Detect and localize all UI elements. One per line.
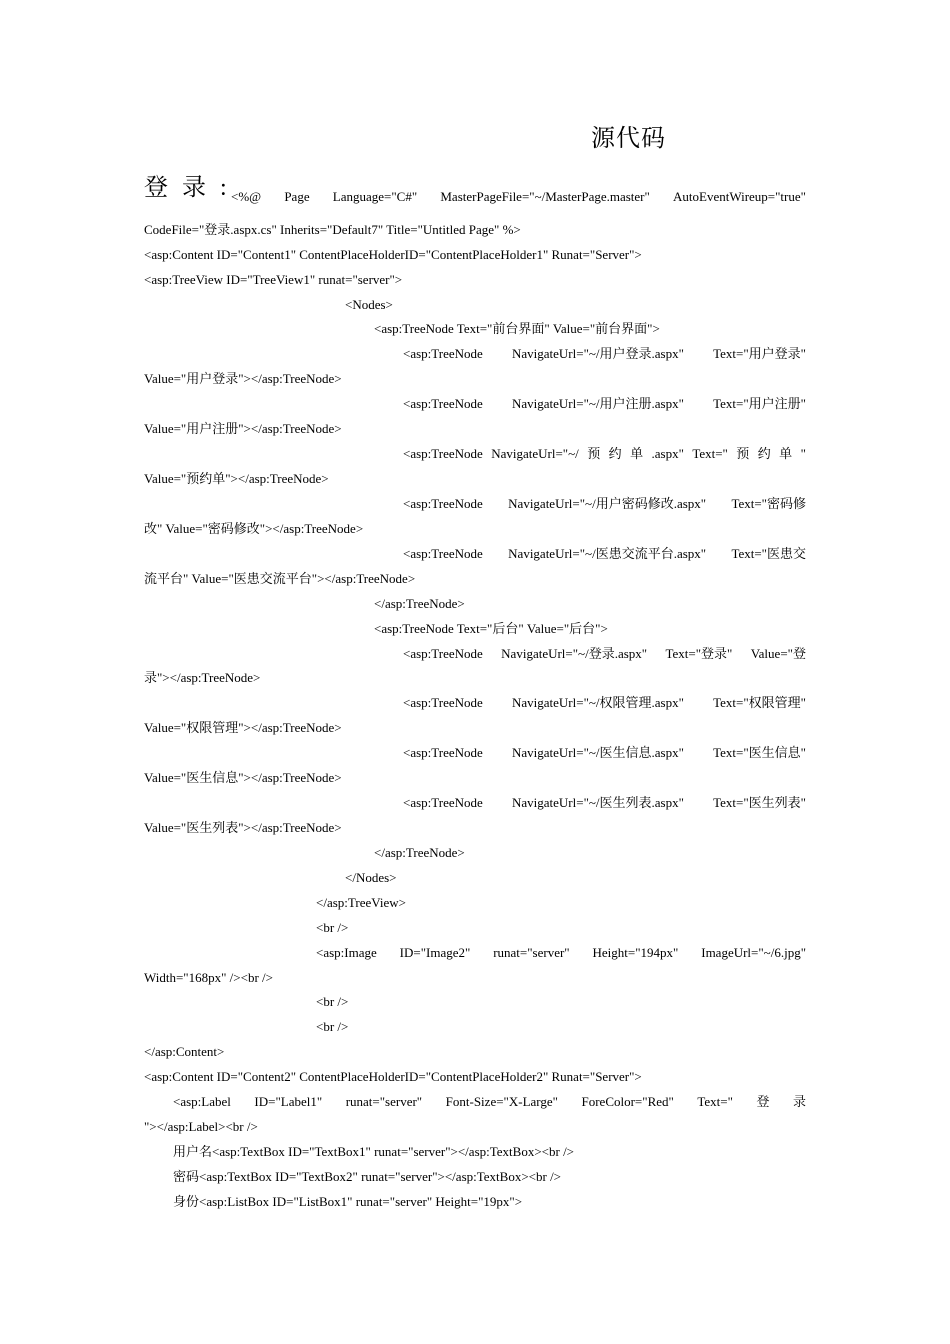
code-line bbox=[173, 1094, 806, 1110]
code-line: <br /> bbox=[316, 1019, 349, 1034]
code-token: NavigateUrl="~/ bbox=[491, 446, 579, 461]
code-token: <asp:TreeNode bbox=[403, 646, 483, 661]
code-token: Text="用户注册" bbox=[713, 396, 806, 411]
code-token: NavigateUrl="~/登录.aspx" bbox=[501, 646, 648, 661]
code-token: <asp:TreeNode bbox=[403, 546, 483, 561]
code-line bbox=[403, 546, 806, 562]
code-token: NavigateUrl="~/用户登录.aspx" bbox=[512, 346, 684, 361]
code-line: <asp:TreeNode Text="后台" Value="后台"> bbox=[374, 621, 608, 636]
code-line: Value="用户登录"></asp:TreeNode> bbox=[144, 371, 342, 386]
code-line: <Nodes> bbox=[345, 297, 393, 312]
code-line: 用户名<asp:TextBox ID="TextBox1" runat="server"></asp:TextBox><br /> bbox=[173, 1144, 575, 1159]
code-token: 约 bbox=[757, 446, 771, 461]
code-line: </asp:TreeNode> bbox=[374, 596, 465, 611]
code-token: 登 bbox=[756, 1094, 770, 1109]
code-token: Text="医患交 bbox=[731, 546, 806, 561]
code-token: 单 bbox=[630, 446, 644, 461]
code-token: ForeColor="Red" bbox=[581, 1094, 674, 1109]
code-token: Text="医生列表" bbox=[713, 795, 806, 810]
code-line: 密码<asp:TextBox ID="TextBox2" runat="server"></asp:TextBox><br /> bbox=[173, 1169, 562, 1184]
code-line: <br /> bbox=[316, 994, 349, 1009]
code-line: Width="168px" /><br /> bbox=[144, 970, 273, 985]
code-token: <%@ bbox=[231, 189, 262, 204]
code-line: 改" Value="密码修改"></asp:TreeNode> bbox=[144, 521, 364, 536]
code-token: NavigateUrl="~/用户注册.aspx" bbox=[512, 396, 684, 411]
code-line: "></asp:Label><br /> bbox=[144, 1119, 258, 1134]
code-line: <asp:TreeView ID="TreeView1" runat="server"> bbox=[144, 272, 403, 287]
code-token: 约 bbox=[608, 446, 622, 461]
code-line: Value="预约单"></asp:TreeNode> bbox=[144, 471, 329, 486]
code-token: Text="登录" bbox=[665, 646, 733, 661]
code-line: </Nodes> bbox=[345, 870, 397, 885]
code-token: NavigateUrl="~/权限管理.aspx" bbox=[512, 695, 684, 710]
code-token: <asp:TreeNode bbox=[403, 396, 483, 411]
section-heading: 登 录 : bbox=[144, 175, 231, 201]
code-token: <asp:TreeNode bbox=[403, 346, 483, 361]
code-line bbox=[403, 446, 806, 462]
code-token: <asp:TreeNode bbox=[403, 695, 483, 710]
code-token: ImageUrl="~/6.jpg" bbox=[701, 945, 806, 960]
code-line bbox=[316, 945, 806, 961]
code-line: Value="权限管理"></asp:TreeNode> bbox=[144, 720, 342, 735]
code-token: 预 bbox=[587, 446, 601, 461]
code-line: 流平台" Value="医患交流平台"></asp:TreeNode> bbox=[144, 571, 416, 586]
code-token: Text="权限管理" bbox=[713, 695, 806, 710]
code-line bbox=[403, 496, 806, 512]
code-line bbox=[403, 695, 806, 711]
code-token: <asp:TreeNode bbox=[403, 446, 483, 461]
code-line: </asp:TreeNode> bbox=[374, 845, 465, 860]
code-line: Value="医生信息"></asp:TreeNode> bbox=[144, 770, 342, 785]
code-token: 录 bbox=[792, 1094, 806, 1109]
code-line bbox=[403, 396, 806, 412]
code-line: <asp:Content ID="Content2" ContentPlaceHolderID="ContentPlaceHolder2" Runat="Server"> bbox=[144, 1069, 642, 1084]
code-token: ID="Image2" bbox=[399, 945, 471, 960]
code-line bbox=[403, 346, 806, 362]
code-token: " bbox=[800, 446, 806, 461]
code-line bbox=[403, 646, 806, 662]
code-line: <br /> bbox=[316, 920, 349, 935]
page-title: 源代码 bbox=[591, 126, 666, 152]
code-token: Text="医生信息" bbox=[713, 745, 806, 760]
code-token: Page bbox=[284, 189, 310, 204]
code-token: <asp:TreeNode bbox=[403, 795, 483, 810]
code-line: </asp:TreeView> bbox=[316, 895, 406, 910]
code-line: </asp:Content> bbox=[144, 1044, 225, 1059]
code-token: ID="Label1" bbox=[254, 1094, 323, 1109]
code-token: <asp:TreeNode bbox=[403, 496, 483, 511]
code-token: <asp:TreeNode bbox=[403, 745, 483, 760]
code-token: Text=" bbox=[697, 1094, 733, 1109]
code-line: <asp:Content ID="Content1" ContentPlaceHolderID="ContentPlaceHolder1" Runat="Server"> bbox=[144, 247, 642, 262]
code-line: 身份<asp:ListBox ID="ListBox1" runat="server" Height="19px"> bbox=[173, 1194, 523, 1209]
code-token: <asp:Image bbox=[316, 945, 377, 960]
code-line: CodeFile="登录.aspx.cs" Inherits="Default7" Title="Untitled Page" %> bbox=[144, 222, 521, 237]
code-line bbox=[403, 795, 806, 811]
code-line bbox=[231, 189, 806, 205]
code-token: Text="密码修 bbox=[731, 496, 806, 511]
code-token: NavigateUrl="~/医生信息.aspx" bbox=[512, 745, 684, 760]
code-token: .aspx" bbox=[651, 446, 684, 461]
code-token: runat="server" bbox=[345, 1094, 423, 1109]
code-token: NavigateUrl="~/用户密码修改.aspx" bbox=[508, 496, 707, 511]
code-token: Value="登 bbox=[750, 646, 806, 661]
code-token: 单 bbox=[779, 446, 793, 461]
code-line bbox=[403, 745, 806, 761]
code-token: AutoEventWireup="true" bbox=[673, 189, 806, 204]
code-token: Height="194px" bbox=[592, 945, 679, 960]
code-token: Text=" bbox=[692, 446, 728, 461]
code-token: Text="用户登录" bbox=[713, 346, 806, 361]
code-token: runat="server" bbox=[493, 945, 570, 960]
code-token: <asp:Label bbox=[173, 1094, 231, 1109]
code-token: Language="C#" bbox=[332, 189, 418, 204]
code-token: NavigateUrl="~/医患交流平台.aspx" bbox=[508, 546, 707, 561]
code-line: Value="医生列表"></asp:TreeNode> bbox=[144, 820, 342, 835]
code-token: 预 bbox=[736, 446, 750, 461]
code-line: 录"></asp:TreeNode> bbox=[144, 670, 261, 685]
code-token: MasterPageFile="~/MasterPage.master" bbox=[440, 189, 650, 204]
code-line: <asp:TreeNode Text="前台界面" Value="前台界面"> bbox=[374, 321, 660, 336]
code-line: Value="用户注册"></asp:TreeNode> bbox=[144, 421, 342, 436]
code-token: NavigateUrl="~/医生列表.aspx" bbox=[512, 795, 684, 810]
code-token: Font-Size="X-Large" bbox=[445, 1094, 558, 1109]
